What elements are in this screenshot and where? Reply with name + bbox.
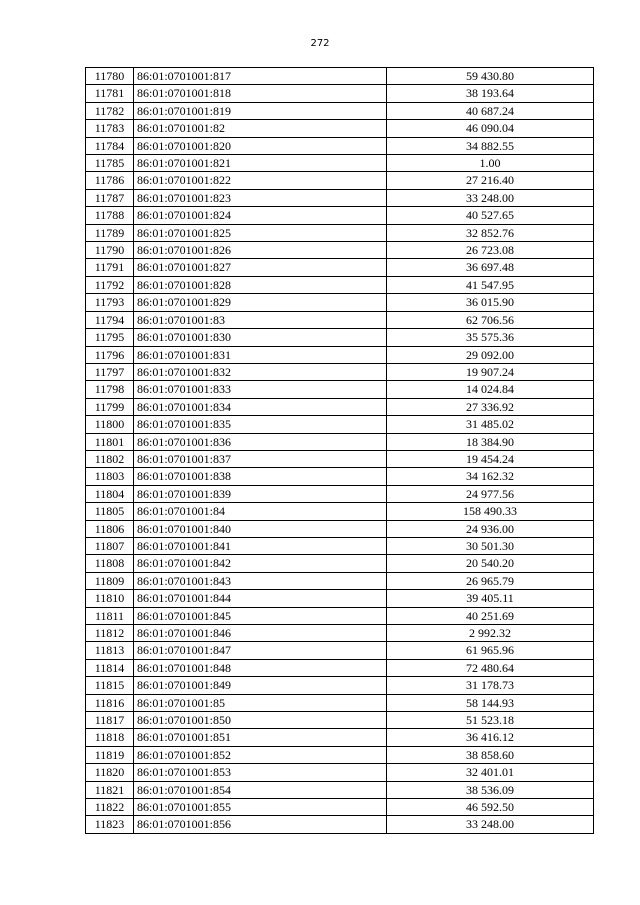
row-number-cell: 11814: [86, 659, 134, 676]
cadastral-number-cell: 86:01:0701001:847: [134, 642, 387, 659]
value-cell: 26 723.08: [387, 242, 594, 259]
cadastral-number-cell: 86:01:0701001:851: [134, 729, 387, 746]
cadastral-number-cell: 86:01:0701001:827: [134, 259, 387, 276]
table-row: [86, 450, 594, 467]
cadastral-number-cell: 86:01:0701001:849: [134, 677, 387, 694]
page-number: 272: [310, 38, 330, 49]
row-number-cell: 11781: [86, 85, 134, 102]
value-cell: 38 193.64: [387, 85, 594, 102]
row-number-cell: 11802: [86, 450, 134, 467]
value-cell: 33 248.00: [387, 189, 594, 206]
row-number-cell: 11780: [86, 68, 134, 85]
table-row: [86, 242, 594, 259]
value-cell: 19 454.24: [387, 450, 594, 467]
table-row: [86, 189, 594, 206]
value-cell: 34 882.55: [387, 137, 594, 154]
table-row: [86, 433, 594, 450]
table-row: [86, 120, 594, 137]
row-number-cell: 11822: [86, 799, 134, 816]
cadastral-number-cell: 86:01:0701001:822: [134, 172, 387, 189]
row-number-cell: 11808: [86, 555, 134, 572]
value-cell: 27 216.40: [387, 172, 594, 189]
row-number-cell: 11795: [86, 329, 134, 346]
table-row: [86, 259, 594, 276]
row-number-cell: 11799: [86, 398, 134, 415]
cadastral-number-cell: 86:01:0701001:850: [134, 712, 387, 729]
row-number-cell: 11819: [86, 746, 134, 763]
row-number-cell: 11786: [86, 172, 134, 189]
table-row: [86, 677, 594, 694]
cadastral-number-cell: 86:01:0701001:855: [134, 799, 387, 816]
table-row: [86, 729, 594, 746]
row-number-cell: 11806: [86, 520, 134, 537]
row-number-cell: 11815: [86, 677, 134, 694]
table-row: [86, 398, 594, 415]
table-row: [86, 520, 594, 537]
table-row: [86, 346, 594, 363]
value-cell: 36 697.48: [387, 259, 594, 276]
cadastral-number-cell: 86:01:0701001:830: [134, 329, 387, 346]
row-number-cell: 11805: [86, 503, 134, 520]
value-cell: 36 015.90: [387, 294, 594, 311]
value-cell: 32 401.01: [387, 764, 594, 781]
table-row: [86, 381, 594, 398]
row-number-cell: 11817: [86, 712, 134, 729]
row-number-cell: 11801: [86, 433, 134, 450]
value-cell: 72 480.64: [387, 659, 594, 676]
cadastral-number-cell: 86:01:0701001:843: [134, 572, 387, 589]
table-row: [86, 625, 594, 642]
table-row: [86, 224, 594, 241]
row-number-cell: 11821: [86, 781, 134, 798]
cadastral-number-cell: 86:01:0701001:831: [134, 346, 387, 363]
row-number-cell: 11782: [86, 102, 134, 119]
table-row: [86, 207, 594, 224]
row-number-cell: 11800: [86, 416, 134, 433]
value-cell: 36 416.12: [387, 729, 594, 746]
cadastral-number-cell: 86:01:0701001:817: [134, 68, 387, 85]
cadastral-number-cell: 86:01:0701001:848: [134, 659, 387, 676]
value-cell: 40 251.69: [387, 607, 594, 624]
row-number-cell: 11793: [86, 294, 134, 311]
row-number-cell: 11823: [86, 816, 134, 833]
cadastral-value-table: [85, 67, 594, 834]
table-row: [86, 155, 594, 172]
row-number-cell: 11809: [86, 572, 134, 589]
cadastral-number-cell: 86:01:0701001:846: [134, 625, 387, 642]
table-row: [86, 781, 594, 798]
table-row: [86, 816, 594, 833]
table-row: [86, 468, 594, 485]
value-cell: 61 965.96: [387, 642, 594, 659]
value-cell: 59 430.80: [387, 68, 594, 85]
value-cell: 35 575.36: [387, 329, 594, 346]
table-row: [86, 485, 594, 502]
table-row: [86, 555, 594, 572]
table-row: [86, 799, 594, 816]
row-number-cell: 11812: [86, 625, 134, 642]
row-number-cell: 11783: [86, 120, 134, 137]
row-number-cell: 11807: [86, 537, 134, 554]
cadastral-number-cell: 86:01:0701001:836: [134, 433, 387, 450]
cadastral-number-cell: 86:01:0701001:852: [134, 746, 387, 763]
value-cell: 1.00: [387, 155, 594, 172]
table-row: [86, 659, 594, 676]
cadastral-number-cell: 86:01:0701001:819: [134, 102, 387, 119]
table-row: [86, 694, 594, 711]
cadastral-number-cell: 86:01:0701001:840: [134, 520, 387, 537]
table-row: [86, 746, 594, 763]
value-cell: 30 501.30: [387, 537, 594, 554]
row-number-cell: 11785: [86, 155, 134, 172]
row-number-cell: 11788: [86, 207, 134, 224]
cadastral-number-cell: 86:01:0701001:84: [134, 503, 387, 520]
table-row: [86, 416, 594, 433]
row-number-cell: 11792: [86, 276, 134, 293]
value-cell: 32 852.76: [387, 224, 594, 241]
value-cell: 58 144.93: [387, 694, 594, 711]
cadastral-number-cell: 86:01:0701001:85: [134, 694, 387, 711]
table-row: [86, 85, 594, 102]
row-number-cell: 11803: [86, 468, 134, 485]
row-number-cell: 11797: [86, 363, 134, 380]
row-number-cell: 11796: [86, 346, 134, 363]
value-cell: 24 936.00: [387, 520, 594, 537]
cadastral-number-cell: 86:01:0701001:828: [134, 276, 387, 293]
table-body: [86, 68, 594, 834]
cadastral-number-cell: 86:01:0701001:823: [134, 189, 387, 206]
value-cell: 46 592.50: [387, 799, 594, 816]
row-number-cell: 11784: [86, 137, 134, 154]
cadastral-number-cell: 86:01:0701001:837: [134, 450, 387, 467]
value-cell: 62 706.56: [387, 311, 594, 328]
value-cell: 51 523.18: [387, 712, 594, 729]
row-number-cell: 11787: [86, 189, 134, 206]
cadastral-number-cell: 86:01:0701001:853: [134, 764, 387, 781]
row-number-cell: 11790: [86, 242, 134, 259]
cadastral-number-cell: 86:01:0701001:838: [134, 468, 387, 485]
value-cell: 40 687.24: [387, 102, 594, 119]
value-cell: 158 490.33: [387, 503, 594, 520]
value-cell: 40 527.65: [387, 207, 594, 224]
cadastral-number-cell: 86:01:0701001:833: [134, 381, 387, 398]
value-cell: 19 907.24: [387, 363, 594, 380]
table-row: [86, 607, 594, 624]
value-cell: 41 547.95: [387, 276, 594, 293]
row-number-cell: 11791: [86, 259, 134, 276]
value-cell: 24 977.56: [387, 485, 594, 502]
table-row: [86, 311, 594, 328]
cadastral-number-cell: 86:01:0701001:820: [134, 137, 387, 154]
cadastral-number-cell: 86:01:0701001:841: [134, 537, 387, 554]
value-cell: 18 384.90: [387, 433, 594, 450]
value-cell: 27 336.92: [387, 398, 594, 415]
row-number-cell: 11816: [86, 694, 134, 711]
table-row: [86, 764, 594, 781]
value-cell: 39 405.11: [387, 590, 594, 607]
table-row: [86, 68, 594, 85]
value-cell: 34 162.32: [387, 468, 594, 485]
row-number-cell: 11789: [86, 224, 134, 241]
table-row: [86, 590, 594, 607]
value-cell: 38 536.09: [387, 781, 594, 798]
cadastral-number-cell: 86:01:0701001:818: [134, 85, 387, 102]
cadastral-number-cell: 86:01:0701001:824: [134, 207, 387, 224]
value-cell: 29 092.00: [387, 346, 594, 363]
row-number-cell: 11811: [86, 607, 134, 624]
cadastral-number-cell: 86:01:0701001:839: [134, 485, 387, 502]
value-cell: 46 090.04: [387, 120, 594, 137]
value-cell: 20 540.20: [387, 555, 594, 572]
table-row: [86, 137, 594, 154]
value-cell: 14 024.84: [387, 381, 594, 398]
value-cell: 31 178.73: [387, 677, 594, 694]
cadastral-number-cell: 86:01:0701001:854: [134, 781, 387, 798]
cadastral-number-cell: 86:01:0701001:842: [134, 555, 387, 572]
table-row: [86, 503, 594, 520]
row-number-cell: 11804: [86, 485, 134, 502]
cadastral-number-cell: 86:01:0701001:826: [134, 242, 387, 259]
row-number-cell: 11820: [86, 764, 134, 781]
table-row: [86, 172, 594, 189]
table-row: [86, 294, 594, 311]
cadastral-number-cell: 86:01:0701001:821: [134, 155, 387, 172]
value-cell: 38 858.60: [387, 746, 594, 763]
cadastral-number-cell: 86:01:0701001:83: [134, 311, 387, 328]
cadastral-number-cell: 86:01:0701001:829: [134, 294, 387, 311]
cadastral-number-cell: 86:01:0701001:845: [134, 607, 387, 624]
cadastral-number-cell: 86:01:0701001:835: [134, 416, 387, 433]
row-number-cell: 11810: [86, 590, 134, 607]
table-row: [86, 572, 594, 589]
cadastral-number-cell: 86:01:0701001:82: [134, 120, 387, 137]
table-row: [86, 329, 594, 346]
value-cell: 26 965.79: [387, 572, 594, 589]
table-row: [86, 276, 594, 293]
table-row: [86, 712, 594, 729]
cadastral-number-cell: 86:01:0701001:834: [134, 398, 387, 415]
table-row: [86, 642, 594, 659]
cadastral-number-cell: 86:01:0701001:856: [134, 816, 387, 833]
value-cell: 2 992.32: [387, 625, 594, 642]
row-number-cell: 11794: [86, 311, 134, 328]
row-number-cell: 11798: [86, 381, 134, 398]
row-number-cell: 11813: [86, 642, 134, 659]
cadastral-number-cell: 86:01:0701001:844: [134, 590, 387, 607]
cadastral-number-cell: 86:01:0701001:832: [134, 363, 387, 380]
table-row: [86, 537, 594, 554]
cadastral-number-cell: 86:01:0701001:825: [134, 224, 387, 241]
value-cell: 33 248.00: [387, 816, 594, 833]
value-cell: 31 485.02: [387, 416, 594, 433]
table-row: [86, 102, 594, 119]
row-number-cell: 11818: [86, 729, 134, 746]
table-row: [86, 363, 594, 380]
